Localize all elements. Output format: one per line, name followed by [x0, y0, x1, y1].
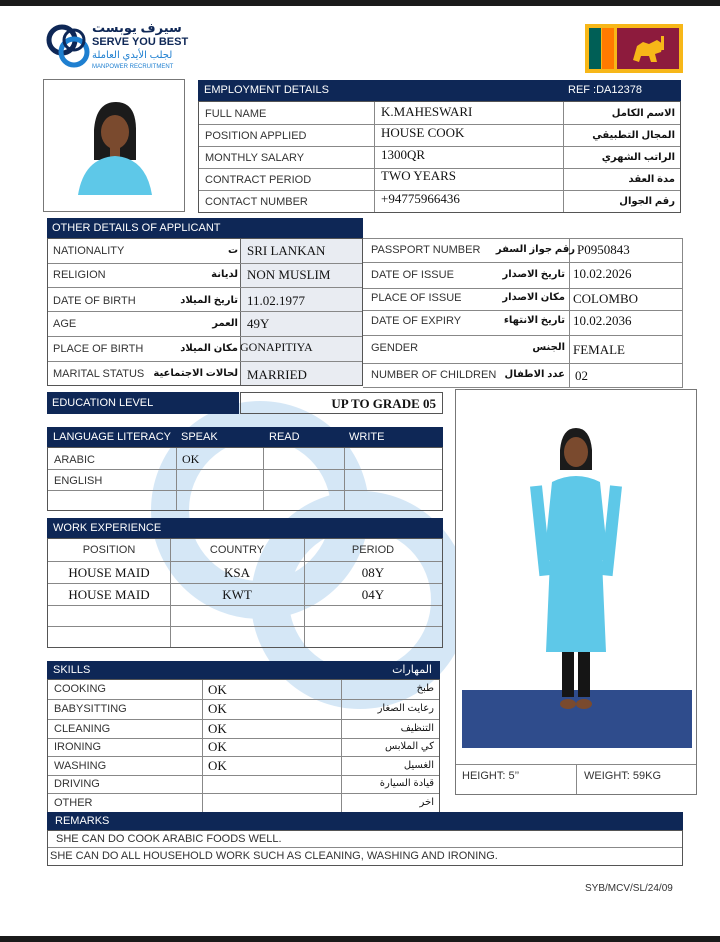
- passport-photo: [43, 79, 185, 212]
- position-label: POSITION APPLIED: [205, 130, 307, 142]
- work-row-1-position: HOUSE MAID: [68, 565, 150, 580]
- dob-arabic: تاريخ الميلاد: [180, 295, 238, 306]
- work-row-1-period: 08Y: [361, 565, 385, 580]
- contact-label: CONTACT NUMBER: [205, 196, 308, 208]
- arabic-speak-value: OK: [182, 452, 200, 466]
- nationality-label: NATIONALITY: [53, 245, 125, 257]
- other-right-table: [363, 238, 683, 388]
- logo-tagline: MANPOWER RECRUITMENT: [92, 64, 174, 70]
- skill-cleaning: CLEANING: [54, 723, 111, 735]
- gender-arabic: الجنس: [532, 342, 565, 353]
- nationality-value: SRI LANKAN: [247, 243, 326, 258]
- language-col-speak: SPEAK: [181, 431, 218, 443]
- religion-value: NON MUSLIM: [247, 267, 331, 282]
- salary-value: 1300QR: [381, 147, 426, 162]
- marital-arabic: لحالات الاجتماعية: [153, 368, 238, 379]
- other-details-header: [47, 218, 363, 238]
- skill-cleaning-arabic: التنظيف: [400, 723, 434, 734]
- skill-other-arabic: اخر: [419, 797, 434, 808]
- children-value: 02: [575, 368, 588, 383]
- expiry-label: DATE OF EXPIRY: [371, 315, 462, 327]
- logo-arabic-tagline: لجلب الأيدي العاملة: [92, 50, 173, 61]
- contract-arabic: مدة العقد: [628, 174, 675, 185]
- logo-knot-icon: [44, 22, 92, 72]
- work-row-2-position: HOUSE MAID: [68, 587, 150, 602]
- issue-date-value: 10.02.2026: [573, 266, 632, 281]
- language-arabic: ARABIC: [54, 454, 95, 466]
- remarks-box: [47, 830, 683, 866]
- dob-value: 11.02.1977: [247, 293, 306, 308]
- age-label: AGE: [53, 318, 77, 330]
- portrait-photo: [44, 80, 184, 211]
- issue-place-value: COLOMBO: [573, 291, 639, 306]
- other-left-table: [47, 238, 363, 386]
- work-col-position: POSITION: [82, 544, 136, 556]
- work-title: WORK EXPERIENCE: [53, 522, 162, 534]
- issue-date-arabic: تاريخ الاصدار: [502, 269, 565, 280]
- gender-value: FEMALE: [573, 342, 625, 357]
- language-english: ENGLISH: [54, 475, 103, 487]
- age-value: 49Y: [247, 316, 270, 331]
- skill-ironing-arabic: كي الملابس: [385, 741, 434, 752]
- work-table: [47, 538, 443, 648]
- passport-value: P0950843: [577, 242, 630, 257]
- skill-cooking: COOKING: [54, 683, 106, 695]
- expiry-value: 10.02.2036: [573, 313, 632, 328]
- full-name-value: K.MAHESWARI: [381, 104, 473, 119]
- education-value: UP TO GRADE 05: [331, 396, 436, 411]
- bottom-edge: [0, 936, 720, 942]
- place-of-birth-value: GONAPITIYA: [240, 340, 313, 354]
- remark-line-1: SHE CAN DO COOK ARABIC FOODS WELL.: [56, 833, 282, 845]
- skills-title: SKILLS: [53, 664, 91, 676]
- other-details-title: OTHER DETAILS OF APPLICANT: [52, 222, 221, 234]
- marital-value: MARRIED: [247, 367, 307, 382]
- language-table: [47, 447, 443, 511]
- skill-driving: DRIVING: [54, 778, 100, 790]
- employment-title: EMPLOYMENT DETAILS: [204, 84, 329, 96]
- nationality-arabic: ت: [227, 245, 238, 256]
- contact-arabic: رقم الجوال: [619, 196, 675, 207]
- marital-label: MARITAL STATUS: [53, 368, 145, 380]
- skill-driving-arabic: قيادة السيارة: [379, 778, 434, 789]
- logo-arabic-name: سيرف يوبست: [92, 20, 182, 35]
- work-col-period: PERIOD: [351, 544, 395, 556]
- skill-cleaning-value: OK: [208, 721, 227, 736]
- religion-label: RELIGION: [53, 269, 106, 281]
- skill-cooking-value: OK: [208, 682, 227, 697]
- work-row-1-country: KSA: [223, 565, 250, 580]
- top-edge: [0, 0, 720, 6]
- skill-ironing: IRONING: [54, 741, 102, 753]
- height-value: HEIGHT: 5’’: [462, 770, 520, 782]
- passport-label: PASSPORT NUMBER: [371, 244, 481, 256]
- skill-babysitting: BABYSITTING: [54, 703, 127, 715]
- dob-label: DATE OF BIRTH: [53, 295, 136, 307]
- logo-name: SERVE YOU BEST: [92, 36, 189, 48]
- issue-place-label: PLACE OF ISSUE: [371, 292, 462, 304]
- language-col-read: READ: [269, 431, 300, 443]
- skill-washing-value: OK: [208, 758, 227, 773]
- employment-table: [198, 101, 681, 213]
- skill-washing-arabic: الغسيل: [403, 760, 434, 771]
- place-of-birth-arabic: مكان الميلاد: [180, 343, 238, 354]
- work-row-2-period: 04Y: [361, 587, 385, 602]
- children-label: NUMBER OF CHILDREN: [371, 369, 497, 381]
- issue-place-arabic: مكان الاصدار: [502, 292, 565, 303]
- skills-table: [47, 679, 440, 813]
- salary-arabic: الراتب الشهري: [601, 152, 675, 163]
- place-of-birth-label: PLACE OF BIRTH: [53, 343, 144, 355]
- children-arabic: عدد الاطفال: [504, 369, 565, 380]
- position-value: HOUSE COOK: [381, 125, 465, 140]
- standing-figure-photo: [456, 390, 696, 730]
- remark-line-2: SHE CAN DO ALL HOUSEHOLD WORK SUCH AS CLEANING, WASHING AND IRONING.: [50, 850, 498, 862]
- skill-other: OTHER: [54, 797, 93, 809]
- passport-arabic: رقم جواز السفر: [495, 244, 575, 255]
- work-header: [47, 518, 443, 538]
- contract-label: CONTRACT PERIOD: [205, 174, 312, 186]
- weight-value: WEIGHT: 59KG: [584, 770, 662, 782]
- education-value-box: [240, 392, 443, 414]
- expiry-arabic: تاريخ الانتهاء: [503, 315, 565, 326]
- gender-label: GENDER: [371, 342, 419, 354]
- work-col-country: COUNTRY: [209, 544, 265, 556]
- education-header: [47, 392, 239, 414]
- contact-value: +94775966436: [381, 191, 460, 206]
- skill-babysitting-arabic: رعايت الصغار: [377, 703, 434, 714]
- education-title: EDUCATION LEVEL: [52, 397, 154, 409]
- issue-date-label: DATE OF ISSUE: [371, 269, 454, 281]
- full-body-photo: [455, 389, 697, 795]
- language-col-literacy: LANGUAGE LITERACY: [53, 431, 171, 443]
- language-header: [47, 427, 443, 447]
- remarks-title: REMARKS: [55, 815, 110, 827]
- remarks-header: [47, 812, 683, 830]
- religion-arabic: لديانة: [211, 269, 238, 280]
- skill-ironing-value: OK: [208, 739, 227, 754]
- sri-lanka-flag: [585, 24, 683, 73]
- employment-header: [198, 80, 681, 101]
- work-row-2-country: KWT: [222, 587, 252, 602]
- skill-babysitting-value: OK: [208, 701, 227, 716]
- reference-number: REF :DA12378: [568, 84, 642, 96]
- age-arabic: العمر: [212, 318, 238, 329]
- salary-label: MONTHLY SALARY: [205, 152, 305, 164]
- contract-value: TWO YEARS: [381, 168, 456, 183]
- position-arabic: المجال التطبيقي: [592, 130, 675, 141]
- document-code: SYB/MCV/SL/24/09: [585, 883, 673, 894]
- company-logo: [44, 20, 194, 76]
- skill-cooking-arabic: طبخ: [416, 683, 434, 694]
- skill-washing: WASHING: [54, 760, 107, 772]
- full-name-arabic: الاسم الكامل: [611, 108, 675, 119]
- full-name-label: FULL NAME: [205, 108, 267, 120]
- lion-icon: [627, 32, 669, 66]
- language-col-write: WRITE: [349, 431, 385, 443]
- skills-header: [47, 661, 440, 679]
- skills-title-arabic: المهارات: [392, 664, 432, 676]
